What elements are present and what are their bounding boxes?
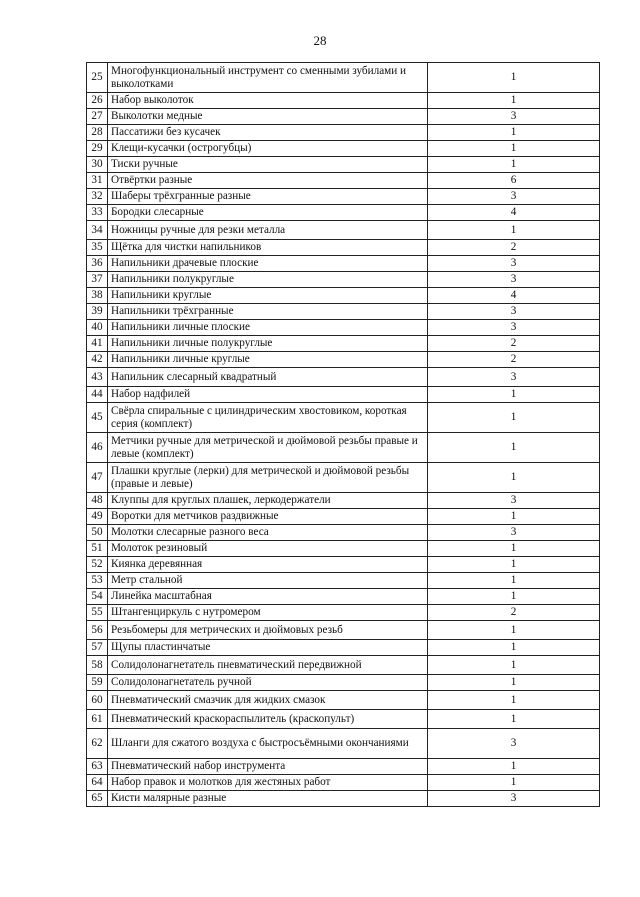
table-row bbox=[87, 759, 600, 775]
row-number: 55 bbox=[87, 605, 108, 621]
table-row bbox=[87, 675, 600, 691]
row-number: 43 bbox=[87, 368, 108, 387]
table-row bbox=[87, 387, 600, 403]
item-name: Напильники драчевые плоские bbox=[108, 256, 428, 272]
row-number: 58 bbox=[87, 656, 108, 675]
table-row bbox=[87, 433, 600, 463]
row-number: 33 bbox=[87, 205, 108, 221]
item-quantity: 3 bbox=[428, 525, 600, 541]
item-quantity: 1 bbox=[428, 509, 600, 525]
table-row bbox=[87, 589, 600, 605]
item-name: Метр стальной bbox=[108, 573, 428, 589]
row-number: 38 bbox=[87, 288, 108, 304]
row-number: 61 bbox=[87, 710, 108, 729]
row-number: 36 bbox=[87, 256, 108, 272]
row-number: 46 bbox=[87, 433, 108, 463]
table-row bbox=[87, 93, 600, 109]
table-row bbox=[87, 272, 600, 288]
item-name: Кисти малярные разные bbox=[108, 791, 428, 807]
table-row bbox=[87, 621, 600, 640]
item-quantity: 3 bbox=[428, 493, 600, 509]
item-quantity: 2 bbox=[428, 352, 600, 368]
row-number: 48 bbox=[87, 493, 108, 509]
row-number: 65 bbox=[87, 791, 108, 807]
item-name: Напильники полукруглые bbox=[108, 272, 428, 288]
item-quantity: 3 bbox=[428, 791, 600, 807]
table-row bbox=[87, 573, 600, 589]
item-quantity: 3 bbox=[428, 272, 600, 288]
table-row bbox=[87, 304, 600, 320]
item-name: Клещи-кусачки (острогубцы) bbox=[108, 141, 428, 157]
item-name: Пневматический смазчик для жидких смазок bbox=[108, 691, 428, 710]
row-number: 44 bbox=[87, 387, 108, 403]
item-name: Щупы пластинчатые bbox=[108, 640, 428, 656]
table-row bbox=[87, 320, 600, 336]
row-number: 47 bbox=[87, 463, 108, 493]
row-number: 62 bbox=[87, 729, 108, 759]
row-number: 53 bbox=[87, 573, 108, 589]
table-row bbox=[87, 640, 600, 656]
row-number: 34 bbox=[87, 221, 108, 240]
item-quantity: 1 bbox=[428, 691, 600, 710]
item-quantity: 2 bbox=[428, 605, 600, 621]
row-number: 32 bbox=[87, 189, 108, 205]
item-quantity: 1 bbox=[428, 433, 600, 463]
item-name: Напильники круглые bbox=[108, 288, 428, 304]
row-number: 28 bbox=[87, 125, 108, 141]
table-row bbox=[87, 205, 600, 221]
table-row bbox=[87, 63, 600, 93]
item-quantity: 3 bbox=[428, 189, 600, 205]
item-quantity: 1 bbox=[428, 775, 600, 791]
table-row bbox=[87, 141, 600, 157]
item-name: Резьбомеры для метрических и дюймовых резьб bbox=[108, 621, 428, 640]
item-name: Плашки круглые (лерки) для метрической и дюймовой резьбы (правые и левые) bbox=[108, 463, 428, 493]
table-row bbox=[87, 791, 600, 807]
table-row bbox=[87, 189, 600, 205]
equipment-table bbox=[86, 62, 600, 807]
item-name: Бородки слесарные bbox=[108, 205, 428, 221]
table-row bbox=[87, 541, 600, 557]
item-name: Тиски ручные bbox=[108, 157, 428, 173]
item-quantity: 2 bbox=[428, 240, 600, 256]
item-name: Ножницы ручные для резки металла bbox=[108, 221, 428, 240]
item-quantity: 1 bbox=[428, 557, 600, 573]
row-number: 60 bbox=[87, 691, 108, 710]
item-name: Выколотки медные bbox=[108, 109, 428, 125]
table-row bbox=[87, 605, 600, 621]
table-row bbox=[87, 710, 600, 729]
item-quantity: 1 bbox=[428, 640, 600, 656]
item-quantity: 1 bbox=[428, 125, 600, 141]
row-number: 64 bbox=[87, 775, 108, 791]
table-row bbox=[87, 368, 600, 387]
item-name: Напильник слесарный квадратный bbox=[108, 368, 428, 387]
item-quantity: 1 bbox=[428, 621, 600, 640]
item-quantity: 1 bbox=[428, 759, 600, 775]
item-name: Пассатижи без кусачек bbox=[108, 125, 428, 141]
item-quantity: 1 bbox=[428, 656, 600, 675]
row-number: 29 bbox=[87, 141, 108, 157]
item-name: Шаберы трёхгранные разные bbox=[108, 189, 428, 205]
item-name: Шланги для сжатого воздуха с быстросъёмными окончаниями bbox=[108, 729, 428, 759]
table-row bbox=[87, 221, 600, 240]
item-name: Набор правок и молотков для жестяных работ bbox=[108, 775, 428, 791]
item-quantity: 1 bbox=[428, 541, 600, 557]
table-body bbox=[87, 63, 600, 807]
row-number: 35 bbox=[87, 240, 108, 256]
row-number: 25 bbox=[87, 63, 108, 93]
item-name: Метчики ручные для метрической и дюймовой резьбы правые и левые (комплект) bbox=[108, 433, 428, 463]
table-row bbox=[87, 157, 600, 173]
item-quantity: 1 bbox=[428, 675, 600, 691]
item-name: Напильники личные круглые bbox=[108, 352, 428, 368]
table-row bbox=[87, 775, 600, 791]
table-row bbox=[87, 125, 600, 141]
item-name: Набор надфилей bbox=[108, 387, 428, 403]
item-name: Набор выколоток bbox=[108, 93, 428, 109]
row-number: 27 bbox=[87, 109, 108, 125]
item-name: Напильники трёхгранные bbox=[108, 304, 428, 320]
table-row bbox=[87, 729, 600, 759]
row-number: 40 bbox=[87, 320, 108, 336]
item-quantity: 1 bbox=[428, 710, 600, 729]
row-number: 26 bbox=[87, 93, 108, 109]
row-number: 41 bbox=[87, 336, 108, 352]
page-number: 28 bbox=[313, 33, 327, 48]
row-number: 63 bbox=[87, 759, 108, 775]
item-name: Пневматический краскораспылитель (краскопульт) bbox=[108, 710, 428, 729]
table-row bbox=[87, 463, 600, 493]
item-quantity: 1 bbox=[428, 221, 600, 240]
item-name: Клуппы для круглых плашек, леркодержатели bbox=[108, 493, 428, 509]
row-number: 51 bbox=[87, 541, 108, 557]
table-row bbox=[87, 509, 600, 525]
item-quantity: 1 bbox=[428, 573, 600, 589]
table-row bbox=[87, 240, 600, 256]
item-quantity: 1 bbox=[428, 589, 600, 605]
item-quantity: 1 bbox=[428, 141, 600, 157]
item-name: Пневматический набор инструмента bbox=[108, 759, 428, 775]
table-row bbox=[87, 493, 600, 509]
item-quantity: 3 bbox=[428, 368, 600, 387]
row-number: 45 bbox=[87, 403, 108, 433]
item-quantity: 1 bbox=[428, 63, 600, 93]
item-quantity: 3 bbox=[428, 256, 600, 272]
table-row bbox=[87, 691, 600, 710]
row-number: 56 bbox=[87, 621, 108, 640]
row-number: 50 bbox=[87, 525, 108, 541]
item-name: Молотки слесарные разного веса bbox=[108, 525, 428, 541]
table-row bbox=[87, 173, 600, 189]
item-quantity: 4 bbox=[428, 205, 600, 221]
item-name: Молоток резиновый bbox=[108, 541, 428, 557]
row-number: 54 bbox=[87, 589, 108, 605]
item-name: Напильники личные плоские bbox=[108, 320, 428, 336]
table-row bbox=[87, 352, 600, 368]
item-quantity: 3 bbox=[428, 109, 600, 125]
table-row bbox=[87, 656, 600, 675]
row-number: 59 bbox=[87, 675, 108, 691]
table-row bbox=[87, 336, 600, 352]
item-name: Многофункциональный инструмент со сменными зубилами и выколотками bbox=[108, 63, 428, 93]
item-name: Свёрла спиральные с цилиндрическим хвостовиком, короткая серия (комплект) bbox=[108, 403, 428, 433]
table-row bbox=[87, 288, 600, 304]
item-name: Воротки для метчиков раздвижные bbox=[108, 509, 428, 525]
row-number: 31 bbox=[87, 173, 108, 189]
item-name: Киянка деревянная bbox=[108, 557, 428, 573]
row-number: 49 bbox=[87, 509, 108, 525]
item-quantity: 1 bbox=[428, 463, 600, 493]
table-row bbox=[87, 557, 600, 573]
table-row bbox=[87, 109, 600, 125]
item-quantity: 3 bbox=[428, 320, 600, 336]
item-name: Солидолонагнетатель пневматический передвижной bbox=[108, 656, 428, 675]
row-number: 57 bbox=[87, 640, 108, 656]
item-quantity: 3 bbox=[428, 729, 600, 759]
item-quantity: 1 bbox=[428, 157, 600, 173]
item-quantity: 1 bbox=[428, 387, 600, 403]
row-number: 30 bbox=[87, 157, 108, 173]
table-row bbox=[87, 525, 600, 541]
item-quantity: 1 bbox=[428, 403, 600, 433]
item-name: Напильники личные полукруглые bbox=[108, 336, 428, 352]
item-name: Линейка масштабная bbox=[108, 589, 428, 605]
item-quantity: 1 bbox=[428, 93, 600, 109]
item-name: Солидолонагнетатель ручной bbox=[108, 675, 428, 691]
row-number: 42 bbox=[87, 352, 108, 368]
row-number: 52 bbox=[87, 557, 108, 573]
table-row bbox=[87, 256, 600, 272]
item-name: Штангенциркуль с нутромером bbox=[108, 605, 428, 621]
item-quantity: 4 bbox=[428, 288, 600, 304]
row-number: 39 bbox=[87, 304, 108, 320]
table-row bbox=[87, 403, 600, 433]
item-name: Отвёртки разные bbox=[108, 173, 428, 189]
item-name: Щётка для чистки напильников bbox=[108, 240, 428, 256]
item-quantity: 6 bbox=[428, 173, 600, 189]
item-quantity: 3 bbox=[428, 304, 600, 320]
row-number: 37 bbox=[87, 272, 108, 288]
item-quantity: 2 bbox=[428, 336, 600, 352]
